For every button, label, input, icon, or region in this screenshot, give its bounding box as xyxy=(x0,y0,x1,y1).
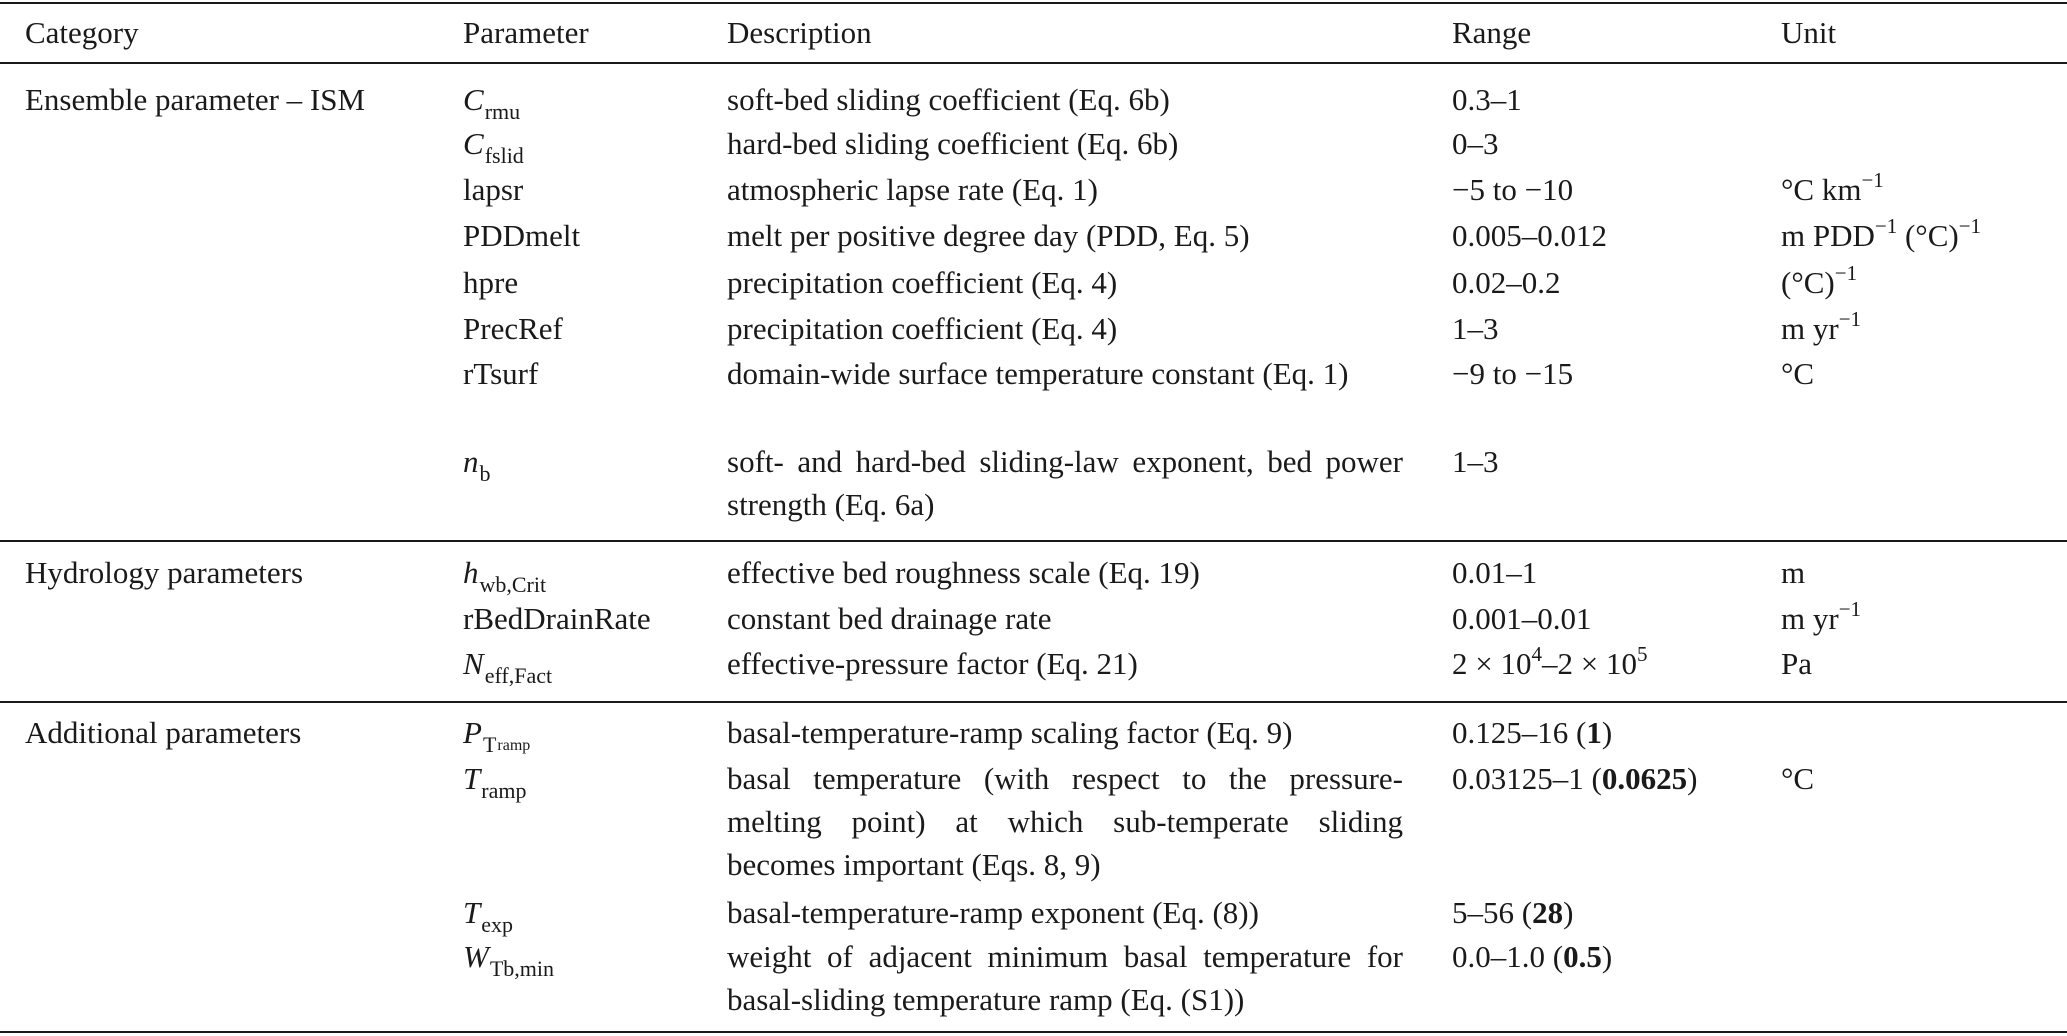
param-cell: lapsr xyxy=(463,172,524,207)
desc-cell: atmospheric lapse rate (Eq. 1) xyxy=(727,172,1098,207)
unit-cell: m $yr^{-1}$ xyxy=(1781,307,1862,346)
param-cell: rBedDrainRate xyxy=(463,601,651,636)
desc-cell: effective-pressure factor (Eq. 21) xyxy=(727,646,1138,681)
unit-cell: °C $km^{-1}$ xyxy=(1781,168,1884,207)
range-cell: 0.125–16 (1) xyxy=(1452,715,1613,750)
desc-cell: hard-bed sliding coefficient (Eq. 6b) xyxy=(727,126,1179,161)
range-cell: 0.005–0.012 xyxy=(1452,218,1607,253)
param-cell: PrecRef xyxy=(463,311,563,346)
range-cell: −5 to −10 xyxy=(1452,172,1574,207)
header-category: Category xyxy=(25,15,139,50)
group-name: Ensemble parameter – ISM xyxy=(25,82,366,117)
range-cell: −9 to −15 xyxy=(1452,356,1574,391)
param-cell: $N_{eff,Fact}$ xyxy=(463,646,553,688)
range-cell: 1–3 xyxy=(1452,444,1499,479)
range-cell: 0.0–1.0 (0.5) xyxy=(1452,939,1613,974)
desc-cell: domain-wide surface temperature constant (Eq. 1) xyxy=(727,356,1349,391)
range-cell: 1–3 xyxy=(1452,311,1499,346)
header-range: Range xyxy=(1452,15,1532,50)
group-rule xyxy=(0,701,2067,703)
group-name: Hydrology parameters xyxy=(25,555,304,590)
unit-cell: °C xyxy=(1781,761,1815,796)
desc-cell: melt per positive degree day (PDD, Eq. 5) xyxy=(727,218,1250,253)
param-cell: rTsurf xyxy=(463,356,539,391)
range-cell: 0.001–0.01 xyxy=(1452,601,1592,636)
range-cell: 0.02–0.2 xyxy=(1452,265,1561,300)
range-cell: 0.01–1 xyxy=(1452,555,1538,590)
desc-cell: precipitation coefficient (Eq. 4) xyxy=(727,265,1118,300)
param-cell: hpre xyxy=(463,265,519,300)
header-parameter: Parameter xyxy=(463,15,589,50)
desc-cell: soft-bed sliding coefficient (Eq. 6b) xyxy=(727,82,1170,117)
desc-cell: basal-temperature-ramp exponent (Eq. (8)) xyxy=(727,895,1259,930)
desc-cell: constant bed drainage rate xyxy=(727,601,1052,636)
param-cell: $n_b$ xyxy=(463,444,491,486)
param-cell: $P_{Tramp}$ xyxy=(463,715,531,757)
group-name: Additional parameters xyxy=(25,715,302,750)
desc-cell: effective bed roughness scale (Eq. 19) xyxy=(727,555,1200,590)
param-cell: $T_{ramp}$ xyxy=(463,761,527,803)
param-cell: $h_{wb,Crit}$ xyxy=(463,555,547,597)
bottom-rule xyxy=(0,1031,2067,1033)
param-cell: $C_{rmu}$ xyxy=(463,82,521,124)
header-unit: Unit xyxy=(1781,15,1837,50)
param-cell: $W_{Tb,min}$ xyxy=(463,939,554,981)
desc-cell: basal-temperature-ramp scaling factor (Eq. 9) xyxy=(727,715,1293,750)
header-description: Description xyxy=(727,15,872,50)
unit-cell: m $PDD^{-1}$ $(^\circ C)^{-1}$ xyxy=(1781,214,1982,253)
range-cell: 0–3 xyxy=(1452,126,1499,161)
group-rule xyxy=(0,540,2067,542)
param-cell: PDDmelt xyxy=(463,218,581,253)
unit-cell: m $yr^{-1}$ xyxy=(1781,597,1862,636)
desc-cell: precipitation coefficient (Eq. 4) xyxy=(727,311,1118,346)
param-cell: $C_{fslid}$ xyxy=(463,126,524,168)
unit-cell: $(^\circ C)^{-1}$ xyxy=(1781,261,1858,300)
range-cell: 5–56 (28) xyxy=(1452,895,1574,930)
range-cell: 0.03125–1 (0.0625) xyxy=(1452,761,1698,796)
unit-cell: °C xyxy=(1781,356,1815,391)
desc-cell: weight of adjacent minimum basal temperature for basal-sliding temperature ramp (Eq. (S1)) xyxy=(727,939,1403,1017)
unit-cell: Pa xyxy=(1781,646,1812,681)
unit-cell: m xyxy=(1781,555,1806,590)
range-cell: 0.3–1 xyxy=(1452,82,1522,117)
desc-cell: soft- and hard-bed sliding-law exponent, bed power strength (Eq. 6a) xyxy=(727,444,1403,522)
range-cell: $2 \times 10^4-2 \times 10^5$ xyxy=(1452,642,1648,681)
param-cell: $T_{exp}$ xyxy=(463,895,514,937)
header-rule xyxy=(0,62,2067,64)
top-rule xyxy=(0,2,2067,4)
desc-cell: basal temperature (with respect to the pressure-melting point) at which sub-temperate sliding becomes important (Eqs. 8, 9) xyxy=(727,761,1403,882)
